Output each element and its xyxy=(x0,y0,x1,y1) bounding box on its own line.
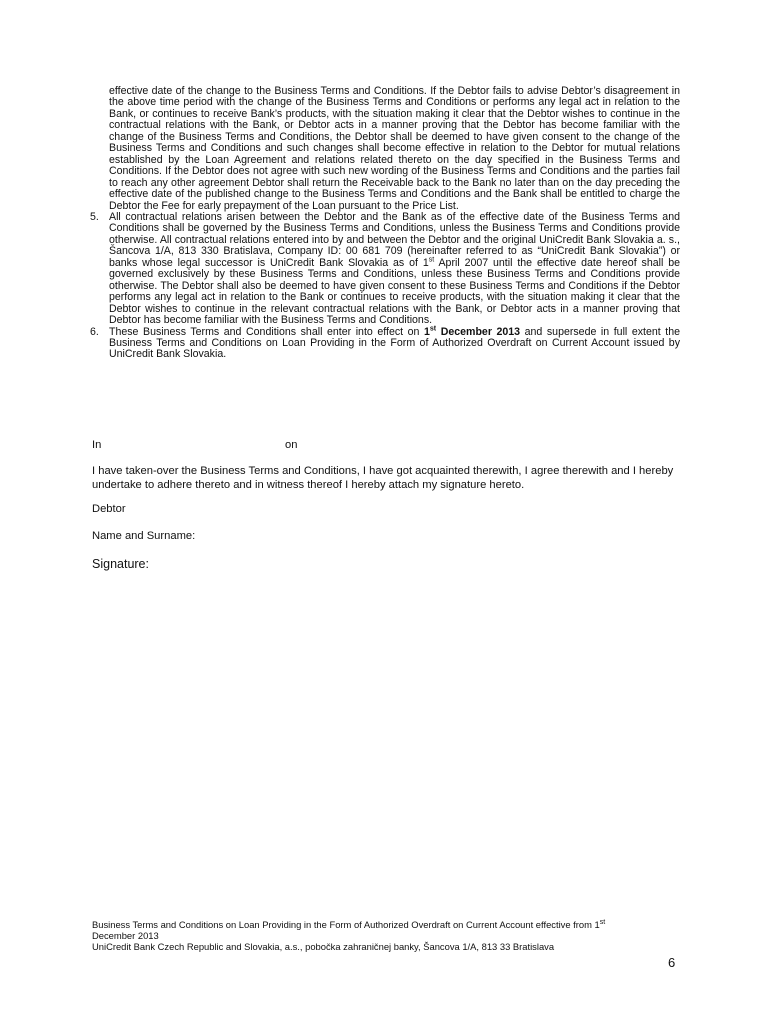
terms-body xyxy=(90,86,680,361)
list-number-5: 5. xyxy=(90,210,99,223)
item6-date-day: 1 xyxy=(424,325,430,338)
signature-label: Signature: xyxy=(92,557,149,571)
list-item-5 xyxy=(90,212,680,327)
page-footer xyxy=(92,919,672,953)
debtor-label: Debtor xyxy=(92,503,126,515)
name-surname-label: Name and Surname: xyxy=(92,530,196,542)
footer-title: Business Terms and Conditions on Loan Providing in the Form of Authorized Overdraft on Current Account effective from 1 xyxy=(92,919,600,930)
item6-date-month: December 2013 xyxy=(436,325,521,338)
item5-text-part1: All contractual relations arisen between the Debtor and the Bank as of the effective date of the Business Terms and Conditions shall be governed by the Business Terms and Conditions, unless the Business Terms and Conditions provide otherwise. All contractual relations entered into by and between the Debtor and the original UniCredit Bank Slovakia a. s., Šancova 1/A, 813 330 Bratislava, Company ID: 00 681 709 (hereinafter referred to as “UniCredit Bank Slovakia”) or banks whose legal successor is UniCredit Bank Slovakia as of 1 xyxy=(109,210,680,269)
continuation-paragraph: effective date of the change to the Business Terms and Conditions. If the Debtor fails to advise Debtor’s disagreement in the above time period with the change of the Business Terms and Conditions or performs any legal act in relation to the Bank, or continues to receive Bank’s products, with the situation making it clear that the Debtor wishes to continue in the contractual relations with the Bank, or Debtor acts in a manner proving that the Debtor has become familiar with the change of the Business Terms and Conditions, the Debtor shall be deemed to have given consent to the change of the Business Terms and Conditions and such changes shall become effective in relation to the Debtor for mutual relations established by the Loan Agreement and relations related thereto on the day specified in the Business Terms and Conditions. If the Debtor does not agree with such new wording of the Business Terms and Conditions and the parties fail to reach any other agreement Debtor shall return the Receivable back to the Bank no later than on the day preceding the effective date of the published change to the Business Terms and Conditions and the Bank shall be entitled to charge the Debtor the Fee for early prepayment of the Loan pursuant to the Price List. xyxy=(109,85,680,212)
list-number-6: 6. xyxy=(90,325,99,338)
item5-superscript: st xyxy=(428,256,435,264)
page-number: 6 xyxy=(668,955,676,970)
place-label: In xyxy=(92,439,102,451)
item6-text-part2: and supersede in full extent the Business Terms and Conditions on Loan Providing in the Form of Authorized Overdraft on Current Account issued by UniCredit Bank Slovakia. xyxy=(109,325,680,361)
footer-superscript: st xyxy=(599,918,606,926)
item5-text-part2: April 2007 until the effective date hereof shall be governed exclusively by these Business Terms and Conditions, unless these Business Terms and Conditions provide otherwise. The Debtor shall also be deemed to have given consent to these Business Terms and Conditions if the Debtor performs any legal act in relation to the Bank or continues to receive products, with the situation making it clear that the Debtor wishes to continue in the relevant contractual relations with the Bank, or Debtor acts in a manner proving that Debtor has become familiar with the Business Terms and Conditions. xyxy=(109,256,680,327)
footer-line-2: December 2013 xyxy=(92,930,159,942)
date-label: on xyxy=(285,439,298,451)
acknowledgement-text: I have taken-over the Business Terms and Conditions, I have got acquainted therewith, I agree therewith and I hereby undertake to adhere thereto and in witness thereof I hereby attach my signature hereto. xyxy=(92,465,674,491)
list-item-6 xyxy=(90,324,680,361)
footer-line-3: UniCredit Bank Czech Republic and Slovakia, a.s., pobočka zahraničnej banky, Šancova 1/A, 813 33 Bratislava xyxy=(92,941,555,953)
item6-text-part1: These Business Terms and Conditions shall enter into effect on xyxy=(109,325,424,338)
footer-line-1 xyxy=(92,919,672,930)
item6-superscript: st xyxy=(429,324,437,332)
